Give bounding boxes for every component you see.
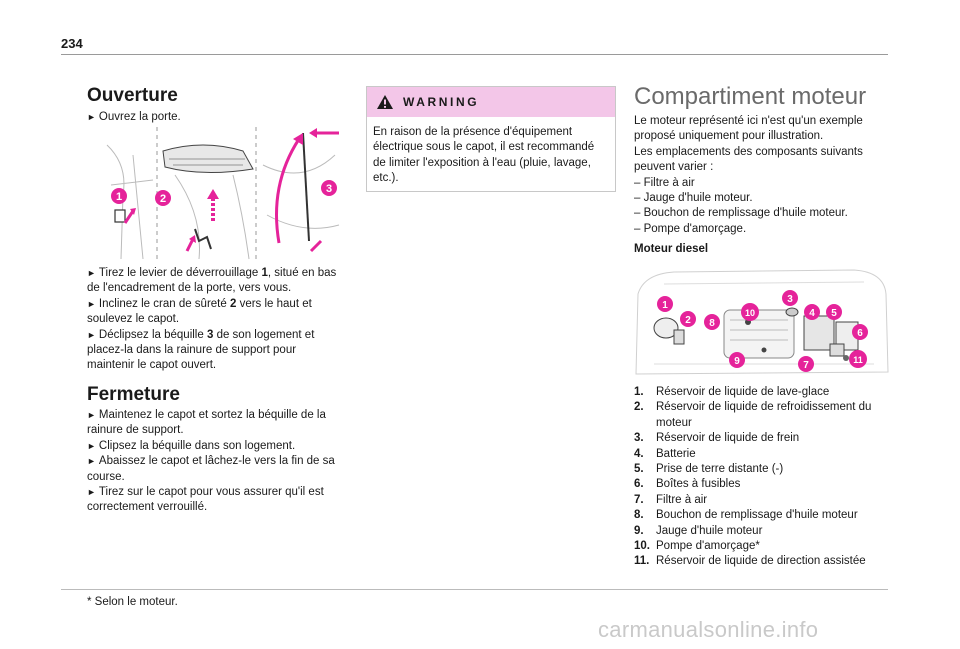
callout-5-label: 5 bbox=[831, 308, 837, 319]
top-rule bbox=[61, 54, 888, 55]
diesel-engine-subtitle: Moteur diesel bbox=[634, 243, 709, 255]
step-text: Abaissez le capot et lâchez-le vers la fin de sa course. bbox=[87, 455, 335, 483]
item-number: 11. bbox=[634, 555, 650, 568]
step-text: , situé en bas de l'encadrement de la porte, vers vous. bbox=[87, 267, 337, 295]
engine-bay-title: Compartiment moteur bbox=[634, 83, 867, 110]
item-label: Batterie bbox=[656, 447, 696, 460]
opening-step-2 bbox=[87, 266, 342, 297]
callout-9-label: 9 bbox=[734, 356, 740, 367]
step-text: de son logement et placez-la dans la rainure de support pour maintenir le capot ouvert. bbox=[87, 328, 315, 372]
dipstick bbox=[762, 348, 767, 353]
release-lever bbox=[115, 210, 125, 222]
swing-arrow bbox=[277, 139, 300, 243]
list-item bbox=[634, 508, 892, 523]
closing-step-3 bbox=[87, 454, 342, 485]
arrow-icon: ► bbox=[87, 440, 96, 451]
item-label: Réservoir de liquide de frein bbox=[656, 432, 800, 445]
air-filter bbox=[830, 344, 844, 356]
page-number: 234 bbox=[61, 36, 83, 51]
callout-2-label: 2 bbox=[159, 193, 167, 205]
arrow-icon: ► bbox=[87, 329, 96, 340]
item-number: 5. bbox=[634, 463, 644, 476]
warning-text: En raison de la présence d'équipement électrique sous le capot, il est recommandé de limiter l'exposition à l'eau (pluie, lavage, etc.). bbox=[373, 126, 595, 185]
lift-arrow-head bbox=[207, 189, 219, 199]
item-label: Prise de terre distante (-) bbox=[656, 463, 784, 476]
list-item bbox=[634, 477, 892, 492]
opening-step-4 bbox=[87, 328, 342, 374]
step-ref: 3 bbox=[206, 328, 214, 341]
step-ref: 1 bbox=[261, 267, 268, 279]
item-label: Bouchon de remplissage d'huile moteur bbox=[656, 509, 858, 522]
list-item bbox=[634, 400, 892, 431]
item-number: 9. bbox=[634, 524, 644, 537]
engine-lines bbox=[175, 175, 249, 259]
step-text: Inclinez le cran de sûreté bbox=[98, 297, 230, 310]
list-item: – Jauge d'huile moteur. bbox=[634, 191, 892, 206]
footnote-rule bbox=[61, 589, 888, 590]
arrow-icon: ► bbox=[87, 298, 96, 309]
warning-header bbox=[367, 87, 615, 117]
callout-1-label: 1 bbox=[115, 191, 123, 203]
watermark: carmanualsonline.info bbox=[598, 617, 819, 642]
step-text: Tirez le levier de déverrouillage bbox=[98, 267, 262, 279]
closing-step-4 bbox=[87, 485, 342, 516]
item-number: 4. bbox=[634, 447, 644, 460]
closing-steps bbox=[87, 408, 342, 516]
callout-3-label: 3 bbox=[325, 183, 333, 195]
brake-reservoir bbox=[786, 308, 798, 316]
engine-bay-figure bbox=[634, 264, 892, 382]
arrow-icon: ► bbox=[87, 410, 96, 420]
safety-catch bbox=[195, 229, 211, 249]
opening-step-3 bbox=[87, 297, 342, 328]
intro-text: Le moteur représenté ici n'est qu'un exemple proposé uniquement pour illustration. bbox=[634, 115, 863, 143]
item-label: Jauge d'huile moteur bbox=[656, 524, 763, 537]
opening-title: Ouverture bbox=[87, 85, 178, 106]
item-number: 2. bbox=[634, 401, 644, 414]
opening-step-1 bbox=[87, 110, 342, 125]
callout-8-label: 8 bbox=[709, 318, 715, 329]
item-number: 1. bbox=[634, 386, 644, 398]
list-item: – Filtre à air bbox=[634, 176, 892, 191]
item-number: 6. bbox=[634, 478, 644, 491]
callout-7-label: 7 bbox=[803, 360, 809, 371]
footnote: * Selon le moteur. bbox=[87, 596, 178, 608]
step-text: Déclipsez la béquille bbox=[98, 328, 207, 341]
opening-step-1-text: Ouvrez la porte. bbox=[98, 111, 181, 123]
arrow-icon: ► bbox=[87, 112, 96, 122]
item-number: 8. bbox=[634, 509, 644, 522]
list-item bbox=[634, 462, 892, 477]
pull-arrow bbox=[125, 211, 133, 223]
list-item bbox=[634, 539, 892, 554]
coolant-reservoir bbox=[674, 330, 684, 344]
item-number: 3. bbox=[634, 432, 644, 445]
callout-1-label: 1 bbox=[662, 300, 668, 311]
components-list bbox=[634, 385, 892, 570]
arrow-icon: ► bbox=[87, 456, 96, 467]
item-label: Réservoir de liquide de lave-glace bbox=[656, 386, 830, 398]
arrow-icon: ► bbox=[87, 268, 96, 278]
list-item bbox=[634, 385, 892, 400]
callout-6-label: 6 bbox=[857, 328, 863, 339]
warning-triangle-icon bbox=[376, 94, 394, 110]
list-item bbox=[634, 447, 892, 462]
callout-3-label: 3 bbox=[787, 294, 793, 305]
callout-11-label: 11 bbox=[853, 355, 863, 365]
item-label: Pompe d'amorçage* bbox=[656, 540, 760, 553]
item-label: Réservoir de liquide de refroidissement du moteur bbox=[656, 401, 872, 429]
step-ref: 2 bbox=[229, 297, 237, 310]
list-item bbox=[634, 554, 892, 569]
list-item bbox=[634, 493, 892, 508]
callout-4-label: 4 bbox=[809, 308, 815, 319]
slide-arrow-head bbox=[309, 128, 317, 138]
closing-step-2 bbox=[87, 439, 342, 454]
intro-text-2: Les emplacements des composants suivants peuvent varier : bbox=[634, 145, 863, 174]
list-item: – Pompe d'amorçage. bbox=[634, 222, 892, 237]
item-number: 7. bbox=[634, 493, 644, 506]
callout-10-label: 10 bbox=[744, 308, 756, 318]
list-item bbox=[634, 431, 892, 446]
list-item: – Bouchon de remplissage d'huile moteur. bbox=[634, 206, 892, 221]
opening-steps bbox=[87, 266, 342, 374]
closing-title: Fermeture bbox=[87, 384, 180, 405]
step-text: Clipsez la béquille dans son logement. bbox=[98, 439, 296, 452]
variable-components-list bbox=[634, 176, 892, 238]
arrow-icon: ► bbox=[87, 487, 96, 498]
push-arrow bbox=[187, 239, 193, 251]
warning-title: WARNING bbox=[403, 95, 480, 109]
step-text: Maintenez le capot et sortez la béquille de la rainure de support. bbox=[87, 409, 326, 437]
engine-block bbox=[724, 310, 794, 358]
item-number: 10. bbox=[634, 540, 650, 553]
warning-box bbox=[366, 86, 616, 192]
item-label: Boîtes à fusibles bbox=[656, 478, 741, 491]
list-item bbox=[634, 524, 892, 539]
callout-2-label: 2 bbox=[685, 315, 691, 326]
down-arrow bbox=[311, 241, 321, 251]
step-text: vers le haut et soulevez le capot. bbox=[87, 297, 312, 326]
steering-reservoir bbox=[843, 355, 849, 361]
item-label: Filtre à air bbox=[656, 493, 708, 506]
prop-rod bbox=[303, 133, 309, 241]
closing-step-1 bbox=[87, 408, 342, 439]
hood-opening-figure bbox=[103, 125, 343, 260]
item-label: Réservoir de liquide de direction assistée bbox=[656, 555, 866, 568]
engine-bay-intro bbox=[634, 114, 892, 237]
step-text: Tirez sur le capot pour vous assurer qu'il est correctement verrouillé. bbox=[87, 486, 324, 514]
